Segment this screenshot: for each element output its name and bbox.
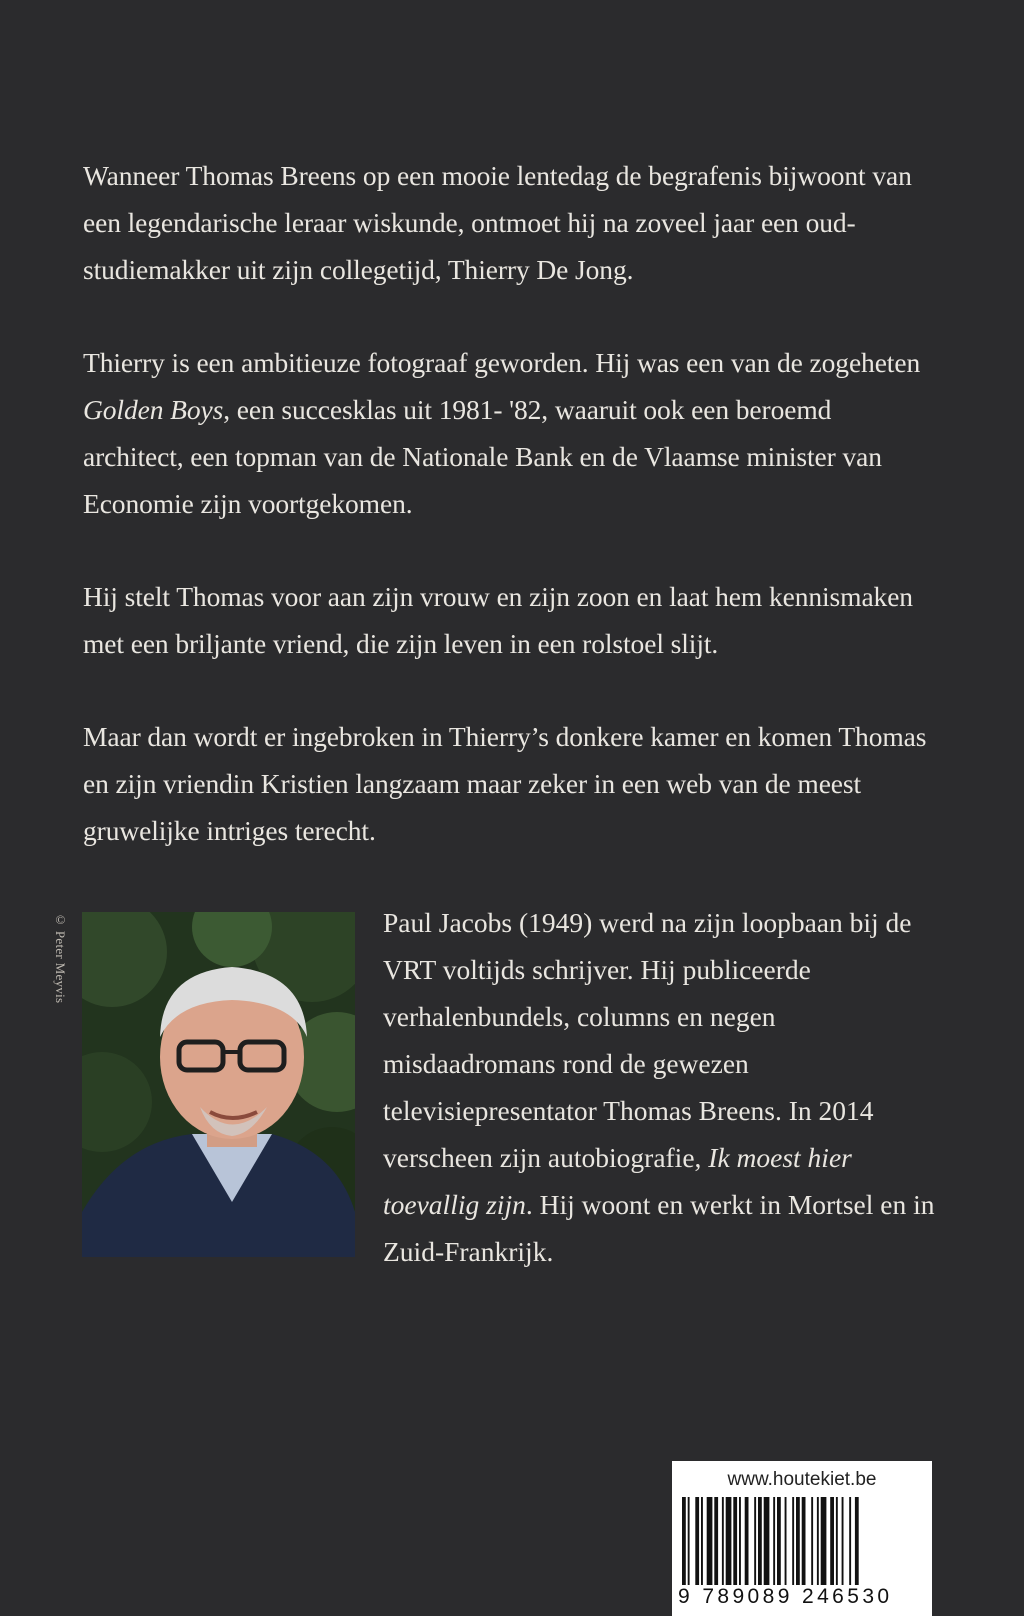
barcode-bar xyxy=(714,1497,718,1585)
barcode-bar xyxy=(817,1497,819,1585)
barcode-bar xyxy=(802,1497,806,1585)
barcode-bars xyxy=(680,1497,924,1585)
author-bio xyxy=(383,899,943,1275)
barcode-bar xyxy=(754,1497,756,1585)
barcode-bar xyxy=(855,1497,859,1585)
barcode-bar xyxy=(811,1497,813,1585)
blurb-paragraph-2 xyxy=(83,339,933,527)
barcode-bar xyxy=(842,1497,844,1585)
barcode-bar xyxy=(785,1497,787,1585)
blurb-paragraph-2-start: Thierry is een ambitieuze fotograaf geworden. Hij was een van de zogeheten xyxy=(83,347,921,378)
blurb-paragraph-4: Maar dan wordt er ingebroken in Thierry’s donkere kamer en komen Thomas en zijn vriendin Kristien langzaam maar zeker in een web van de meest gruwelijke intriges terecht. xyxy=(83,721,927,846)
golden-boys-italic: Golden Boys xyxy=(83,394,224,425)
barcode-bar xyxy=(722,1497,724,1585)
barcode-bar xyxy=(745,1497,749,1585)
photo-credit: © Peter Meyvis xyxy=(53,912,68,1004)
barcode-bar xyxy=(682,1497,686,1585)
barcode-bar xyxy=(830,1497,834,1585)
barcode-bar xyxy=(733,1497,737,1585)
publisher-url: www.houtekiet.be xyxy=(727,1469,877,1490)
blurb-paragraph-3: Hij stelt Thomas voor aan zijn vrouw en zijn zoon en laat hem kennismaken met een briljante vriend, die zijn leven in een rolstoel slijt. xyxy=(83,581,913,659)
author-bio-end: . Hij woont en werkt in Mortsel en in Zuid-Frankrijk. xyxy=(383,1189,935,1267)
barcode-bar xyxy=(836,1497,838,1585)
author-bio-start: Paul Jacobs (1949) werd na zijn loopbaan bij de VRT voltijds schrijver. Hij publiceerde verhalenbundels, columns en negen misdaadromans rond de gewezen televisiepresentator Thomas Breens. In 2014 verscheen zijn autobiografie, xyxy=(383,907,912,1173)
barcode-bar xyxy=(849,1497,851,1585)
barcode-bar xyxy=(739,1497,741,1585)
isbn-barcode-box xyxy=(672,1461,932,1616)
barcode-bar xyxy=(758,1497,762,1585)
barcode-bar xyxy=(796,1497,800,1585)
barcode-bar xyxy=(777,1497,781,1585)
blurb-paragraph-2-end: , een succesklas uit 1981- '82, waaruit ook een beroemd architect, een topman van de Nationale Bank en de Vlaamse minister van Economie zijn voortgekomen. xyxy=(83,394,882,519)
blurb-paragraph-1: Wanneer Thomas Breens op een mooie lentedag de begrafenis bijwoont van een legendarische leraar wiskunde, ontmoet hij na zoveel jaar een oud-studiemakker uit zijn collegetijd, Thierry De Jong. xyxy=(83,160,912,285)
barcode-bar xyxy=(764,1497,770,1585)
barcode-bar xyxy=(773,1497,775,1585)
barcode-bar xyxy=(792,1497,794,1585)
back-cover-blurb xyxy=(83,152,933,900)
barcode-bar xyxy=(695,1497,699,1585)
barcode-bar xyxy=(821,1497,827,1585)
barcode-bar xyxy=(701,1497,703,1585)
barcode-bar xyxy=(707,1497,713,1585)
autobiography-title-italic: Ik moest hier toevallig zijn xyxy=(383,1142,852,1220)
barcode-bar xyxy=(726,1497,732,1585)
author-portrait-illustration xyxy=(82,912,355,1257)
author-photo xyxy=(82,912,355,1257)
isbn-digits: 9 789089 246530 xyxy=(678,1585,893,1608)
barcode-bar xyxy=(688,1497,690,1585)
